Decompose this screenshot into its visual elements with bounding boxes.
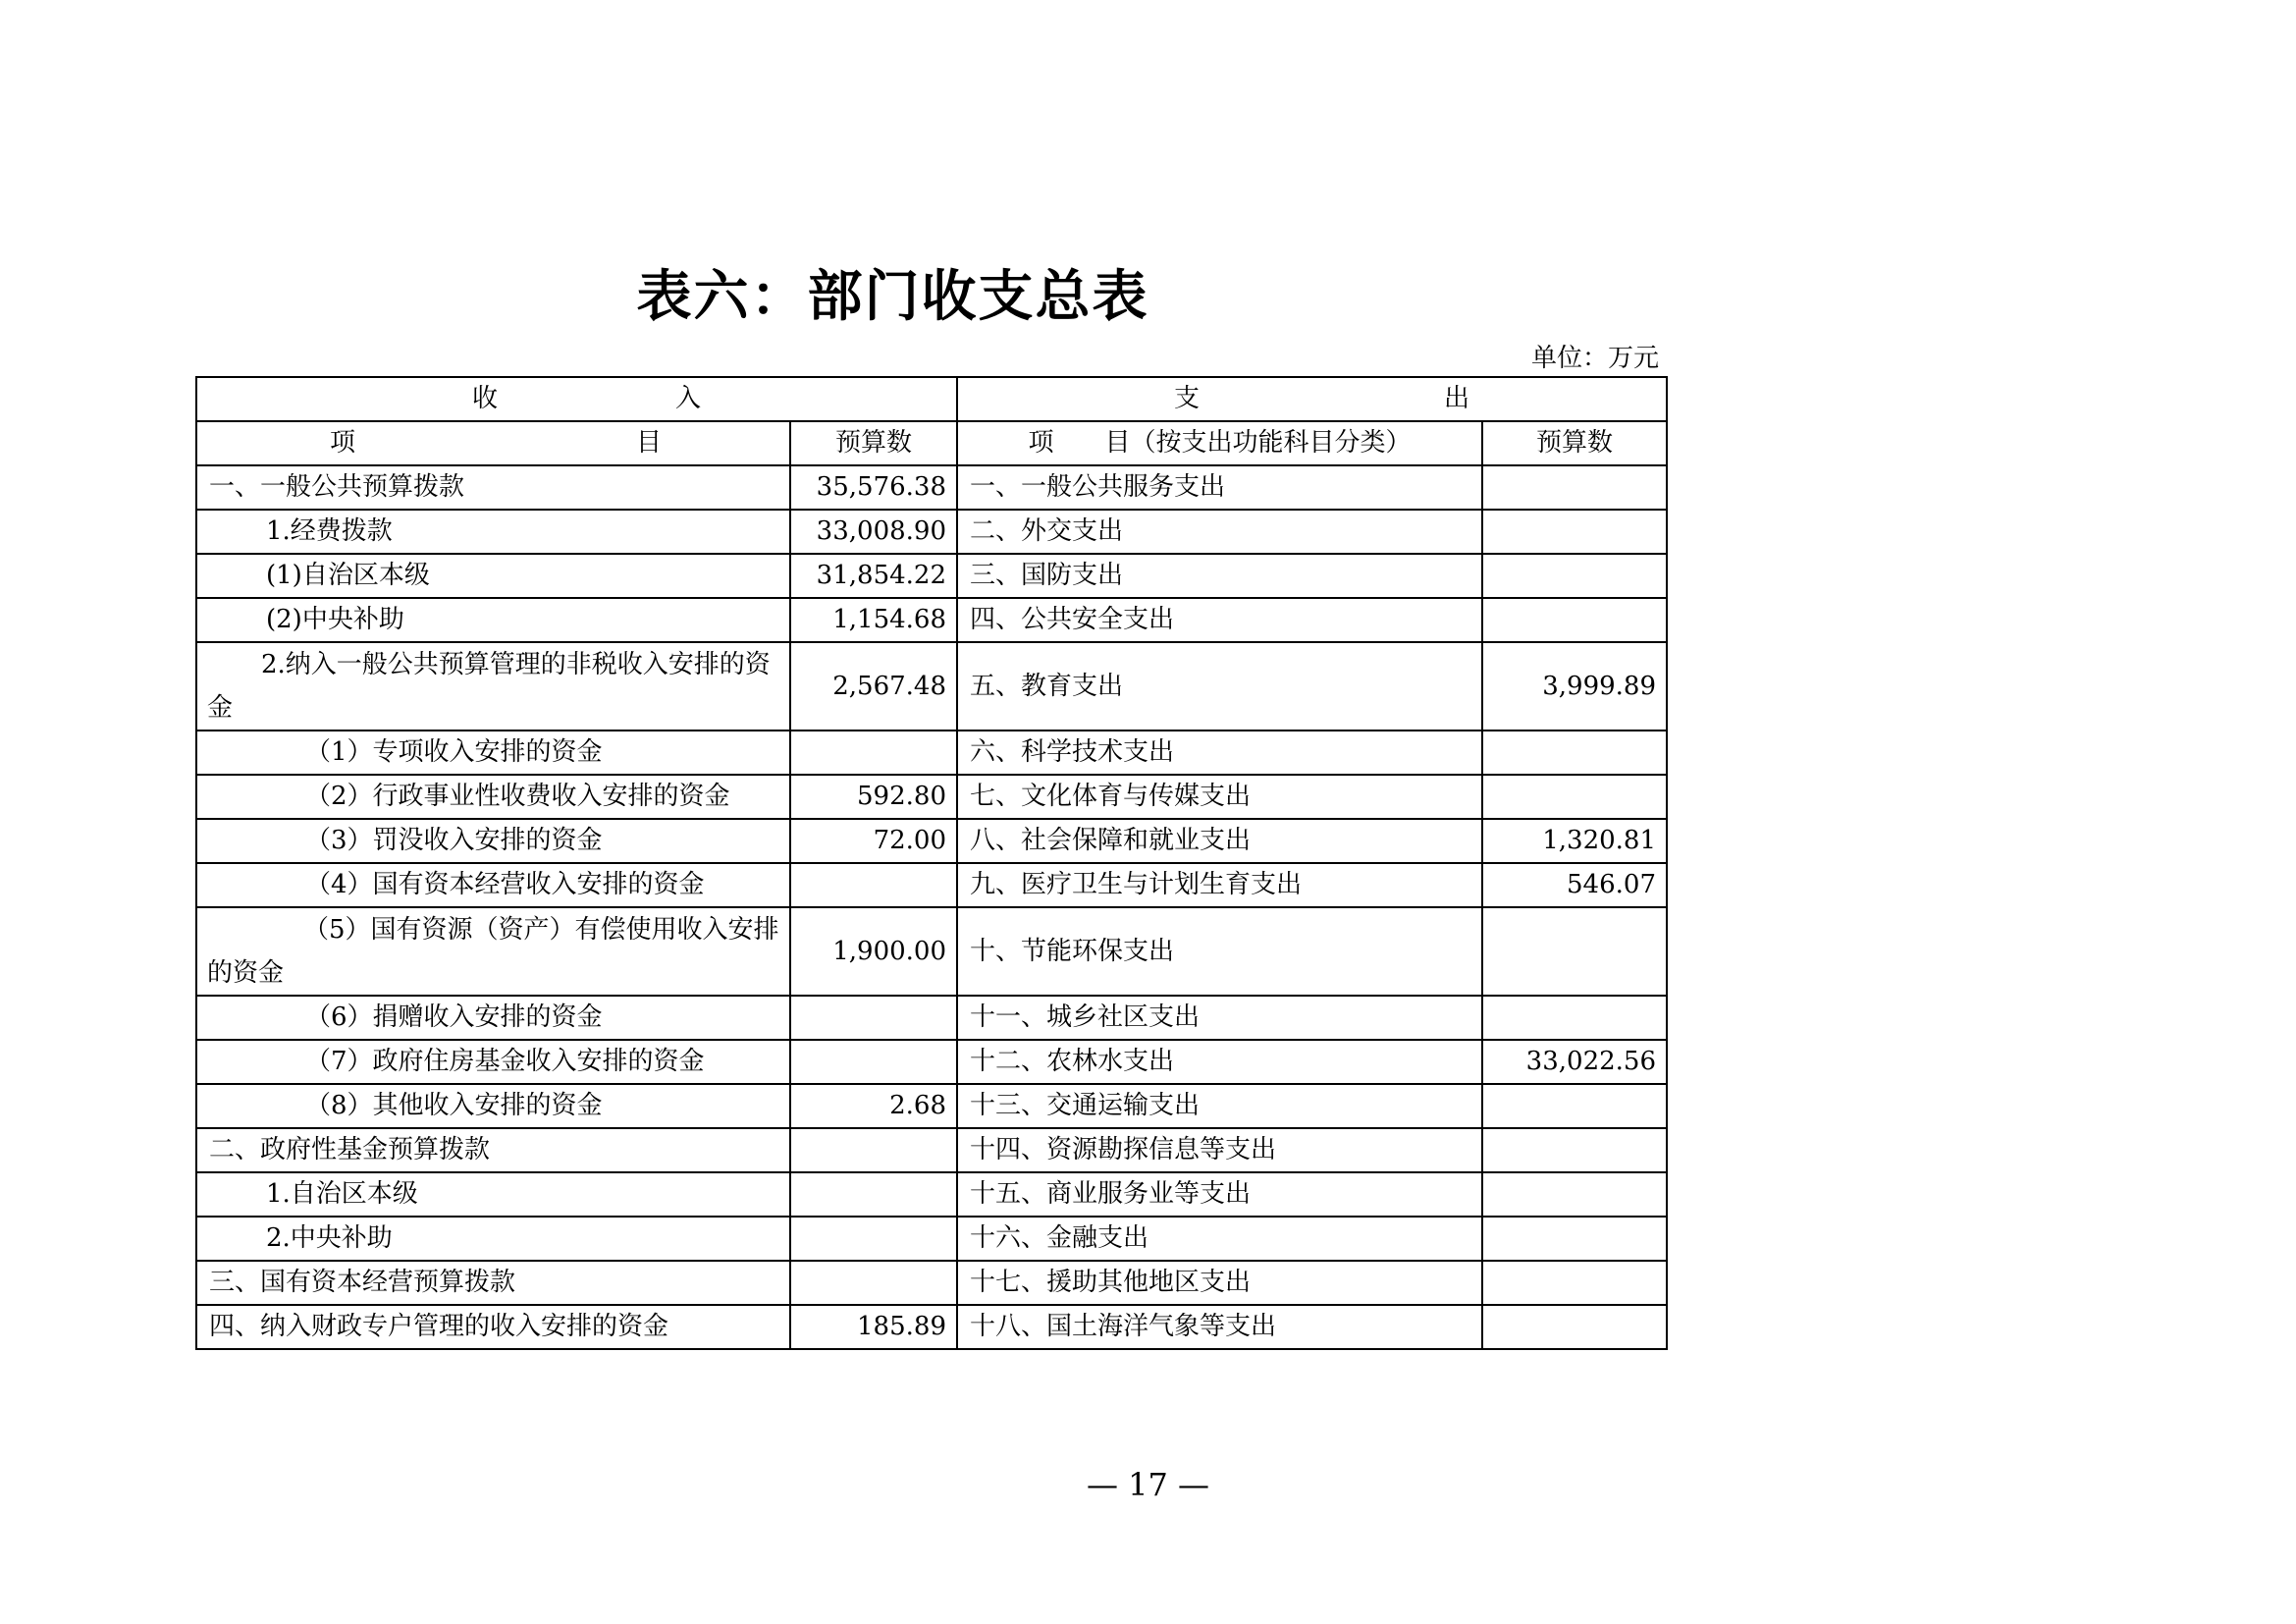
- table-row: [196, 465, 1667, 510]
- expense-value-cell: [1482, 1128, 1667, 1172]
- expense-value-cell: [1482, 465, 1667, 510]
- table-row: [196, 1261, 1667, 1305]
- income-value-cell: [790, 863, 957, 907]
- expense-value-cell: 1,320.81: [1482, 819, 1667, 863]
- expense-value-cell: [1482, 775, 1667, 819]
- table-row: [196, 907, 1667, 996]
- expense-item-cell: 十三、交通运输支出: [957, 1084, 1482, 1128]
- income-item-cell: 四、纳入财政专户管理的收入安排的资金: [196, 1305, 790, 1349]
- income-item-cell: 2.纳入一般公共预算管理的非税收入安排的资金: [196, 642, 790, 731]
- expense-value-cell: [1482, 731, 1667, 775]
- table-row: [196, 863, 1667, 907]
- header-row-groups: [196, 377, 1667, 421]
- expense-value-cell: [1482, 1084, 1667, 1128]
- page-number: — 17 —: [1086, 1466, 1210, 1503]
- expense-value-cell: [1482, 907, 1667, 996]
- income-item-cell: 二、政府性基金预算拨款: [196, 1128, 790, 1172]
- income-header-right: 入: [674, 384, 701, 413]
- expense-value-cell: 3,999.89: [1482, 642, 1667, 731]
- income-item-cell: （8）其他收入安排的资金: [196, 1084, 790, 1128]
- income-item-cell: （2）行政事业性收费收入安排的资金: [196, 775, 790, 819]
- expense-item-cell: 十八、国土海洋气象等支出: [957, 1305, 1482, 1349]
- income-item-cell: （5）国有资源（资产）有偿使用收入安排的资金: [196, 907, 790, 996]
- expense-value-cell: [1482, 510, 1667, 554]
- expense-item-cell: 十一、城乡社区支出: [957, 996, 1482, 1040]
- expense-item-cell: 十四、资源勘探信息等支出: [957, 1128, 1482, 1172]
- expense-budget-header: 预算数: [1482, 421, 1667, 465]
- expense-item-cell: 七、文化体育与传媒支出: [957, 775, 1482, 819]
- income-value-cell: [790, 996, 957, 1040]
- expense-value-cell: [1482, 1217, 1667, 1261]
- expense-item-header: 项 目（按支出功能科目分类）: [957, 421, 1482, 465]
- expense-header-right: 出: [1443, 384, 1469, 413]
- income-item-header: [196, 421, 790, 465]
- income-header-left: 收: [472, 384, 499, 413]
- income-item-cell: (2)中央补助: [196, 598, 790, 642]
- expense-item-cell: 一、一般公共服务支出: [957, 465, 1482, 510]
- table-row: [196, 554, 1667, 598]
- expense-header-left: 支: [1174, 384, 1201, 413]
- expense-item-cell: 二、外交支出: [957, 510, 1482, 554]
- expense-group-header: [957, 377, 1667, 421]
- income-value-cell: [790, 731, 957, 775]
- income-value-cell: 2.68: [790, 1084, 957, 1128]
- income-value-cell: [790, 1172, 957, 1217]
- table-row: [196, 642, 1667, 731]
- income-item-cell: （3）罚没收入安排的资金: [196, 819, 790, 863]
- expense-item-cell: 四、公共安全支出: [957, 598, 1482, 642]
- income-item-header-left: 项: [330, 428, 356, 458]
- expense-value-cell: [1482, 996, 1667, 1040]
- unit-label: 单位：万元: [1530, 344, 1659, 373]
- expense-item-cell: 六、科学技术支出: [957, 731, 1482, 775]
- expense-item-cell: 三、国防支出: [957, 554, 1482, 598]
- table-row: [196, 1040, 1667, 1084]
- income-value-cell: 2,567.48: [790, 642, 957, 731]
- income-value-cell: [790, 1040, 957, 1084]
- income-value-cell: 1,900.00: [790, 907, 957, 996]
- table-row: [196, 510, 1667, 554]
- income-group-header: [196, 377, 957, 421]
- expense-item-cell: 十五、商业服务业等支出: [957, 1172, 1482, 1217]
- table-row: [196, 598, 1667, 642]
- income-value-cell: 185.89: [790, 1305, 957, 1349]
- income-item-cell: 一、一般公共预算拨款: [196, 465, 790, 510]
- income-item-cell: 1.经费拨款: [196, 510, 790, 554]
- income-item-cell: 1.自治区本级: [196, 1172, 790, 1217]
- expense-item-cell: 八、社会保障和就业支出: [957, 819, 1482, 863]
- table-row: [196, 731, 1667, 775]
- table-row: [196, 996, 1667, 1040]
- expense-value-cell: 546.07: [1482, 863, 1667, 907]
- income-value-cell: 72.00: [790, 819, 957, 863]
- income-value-cell: 33,008.90: [790, 510, 957, 554]
- income-value-cell: 31,854.22: [790, 554, 957, 598]
- table-row: [196, 819, 1667, 863]
- expense-value-cell: [1482, 1305, 1667, 1349]
- expense-value-cell: [1482, 554, 1667, 598]
- table-row: [196, 1172, 1667, 1217]
- table-row: [196, 775, 1667, 819]
- income-item-cell: 2.中央补助: [196, 1217, 790, 1261]
- expense-value-cell: 33,022.56: [1482, 1040, 1667, 1084]
- expense-item-cell: 五、教育支出: [957, 642, 1482, 731]
- table-row: [196, 1128, 1667, 1172]
- income-item-cell: （1）专项收入安排的资金: [196, 731, 790, 775]
- income-item-cell: 三、国有资本经营预算拨款: [196, 1261, 790, 1305]
- income-item-cell: （4）国有资本经营收入安排的资金: [196, 863, 790, 907]
- expense-item-cell: 十六、金融支出: [957, 1217, 1482, 1261]
- income-item-cell: (1)自治区本级: [196, 554, 790, 598]
- income-value-cell: [790, 1217, 957, 1261]
- income-value-cell: [790, 1128, 957, 1172]
- income-value-cell: [790, 1261, 957, 1305]
- table-row: [196, 1084, 1667, 1128]
- income-value-cell: 592.80: [790, 775, 957, 819]
- expense-item-cell: 十二、农林水支出: [957, 1040, 1482, 1084]
- income-item-header-right: 目: [635, 428, 662, 458]
- table-row: [196, 1217, 1667, 1261]
- expense-item-cell: 十、节能环保支出: [957, 907, 1482, 996]
- expense-value-cell: [1482, 1172, 1667, 1217]
- table-row: [196, 1305, 1667, 1349]
- expense-item-cell: 十七、援助其他地区支出: [957, 1261, 1482, 1305]
- expense-value-cell: [1482, 598, 1667, 642]
- page-title: 表六：部门收支总表: [636, 265, 1149, 329]
- income-item-cell: （7）政府住房基金收入安排的资金: [196, 1040, 790, 1084]
- header-row-columns: [196, 421, 1667, 465]
- income-value-cell: 1,154.68: [790, 598, 957, 642]
- income-budget-header: 预算数: [790, 421, 957, 465]
- expense-item-cell: 九、医疗卫生与计划生育支出: [957, 863, 1482, 907]
- budget-table: [195, 376, 1668, 1350]
- income-item-cell: （6）捐赠收入安排的资金: [196, 996, 790, 1040]
- income-value-cell: 35,576.38: [790, 465, 957, 510]
- expense-value-cell: [1482, 1261, 1667, 1305]
